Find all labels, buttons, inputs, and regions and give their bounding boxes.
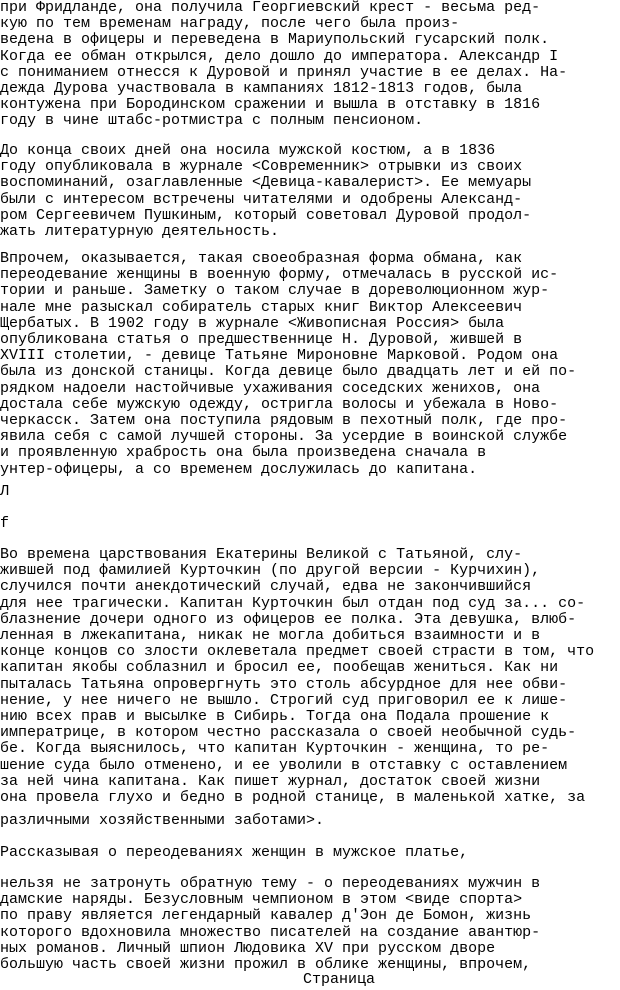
paragraph-durova-memoirs: До конца своих дней она носила мужской костюм, а в 1836 году опубликовала в журнале <Современник> отрывки из своих воспоминаний, озаглавленные <Девица-кавалерист>. Ее мемуары были с интересом встречены читателями и одобрены Александ- ром Сергеевичем Пушкиным, который советовал Дуровой продол- жать литературную деятельность. xyxy=(0,142,532,241)
stray-letter-f: f xyxy=(0,515,10,532)
paragraph-cross-dressing-intro: Рассказывая о переодеваниях женщин в мужское платье, xyxy=(0,844,469,861)
stray-letter-l: Л xyxy=(0,483,10,500)
paragraph-markova-story: Впрочем, оказывается, такая своеобразная форма обмана, как переодевание женщины в военную форму, отмечалась в русской ис- тории и раньше. Заметку о таком случае в дореволюционном жур- нале мне разыскал собиратель старых книг Виктор Алексеевич Щербатых. В 1902 году в журнале <Живописная Россия> была опубликована статья о предшественнице Н. Дуровой, жившей в XVIII столетии, - девице Татьяне Мироновне Марковой. Родом она была из донской станицы. Когда девице было двадцать лет и ей по- рядком надоели настойчивые ухаживания соседских женихов, она достала себе мужскую одежду, остригла волосы и убежала в Ново- черкасск. Затем она поступила рядовым в пехотный полк, где про- явила себя с самой лучшей стороны. За усердие в воинской службе и проявленную храбрость она была произведена сначала в унтер-офицеры, а со временем дослужилась до капитана. xyxy=(0,250,577,478)
page-footer: Страница xyxy=(303,971,376,988)
paragraph-durova-service: при Фридланде, она получила Георгиевский крест - весьма ред- кую по тем временам награду, после чего была произ- ведена в офицеры и переведена в Мариупольский гусарский полк. Когда ее обман открылся, дело дошло до императора. Александр I с пониманием отнесся к Дуровой и принял участие в ее делах. На- дежда Дурова участвовала в кампаниях 1812-1813 годов, была контужена при Бородинском сражении и вышла в отставку в 1816 году в чине штабс-ротмистра с полным пенсионом. xyxy=(0,0,568,130)
paragraph-deon-de-beaumont: нельзя не затронуть обратную тему - о переодеваниях мужчин в дамские наряды. Безусловным чемпионом в этом <виде спорта> по праву является легендарный кавалер д'Эон де Бомон, жизнь которого вдохновила множество писателей на создание авантюр- ных романов. Личный шпион Людовика XV при русском дворе большую часть своей жизни прожил в облике женщины, впрочем, xyxy=(0,875,541,974)
paragraph-kurtochkin-trial: Во времена царствования Екатерины Великой с Татьяной, слу- жившей под фамилией Курточкин (по другой версии - Курчихин), случился почти анекдотический случай, едва не закончившийся для нее трагически. Капитан Курточкин был отдан под суд за... со- блазнение дочери одного из офицеров ее полка. Эта девушка, влюб- ленная в лжекапитана, никак не могла добиться взаимности и в конце концов со злости оклеветала предмет своей страсти в том, что капитан якобы соблазнил и бросил ее, пообещав жениться. Как ни пыталась Татьяна опровергнуть это столь абсурдное для нее обви- нение, у нее ничего не вышло. Строгий суд приговорил ее к лише- нию всех прав и высылке в Сибирь. Тогда она Подала прошение к императрице, в котором честно рассказала о своей необычной судь- бе. Когда выяснилось, что капитан Курточкин - женщина, то ре- шение суда было отменено, и ее уволили в отставку с оставлением за ней чина капитана. Как пишет журнал, достаток своей жизни она провела глухо и бедно в родной станице, в маленькой хатке, за xyxy=(0,546,595,807)
paragraph-household-cares: различными хозяйственными заботами>. xyxy=(0,812,325,829)
